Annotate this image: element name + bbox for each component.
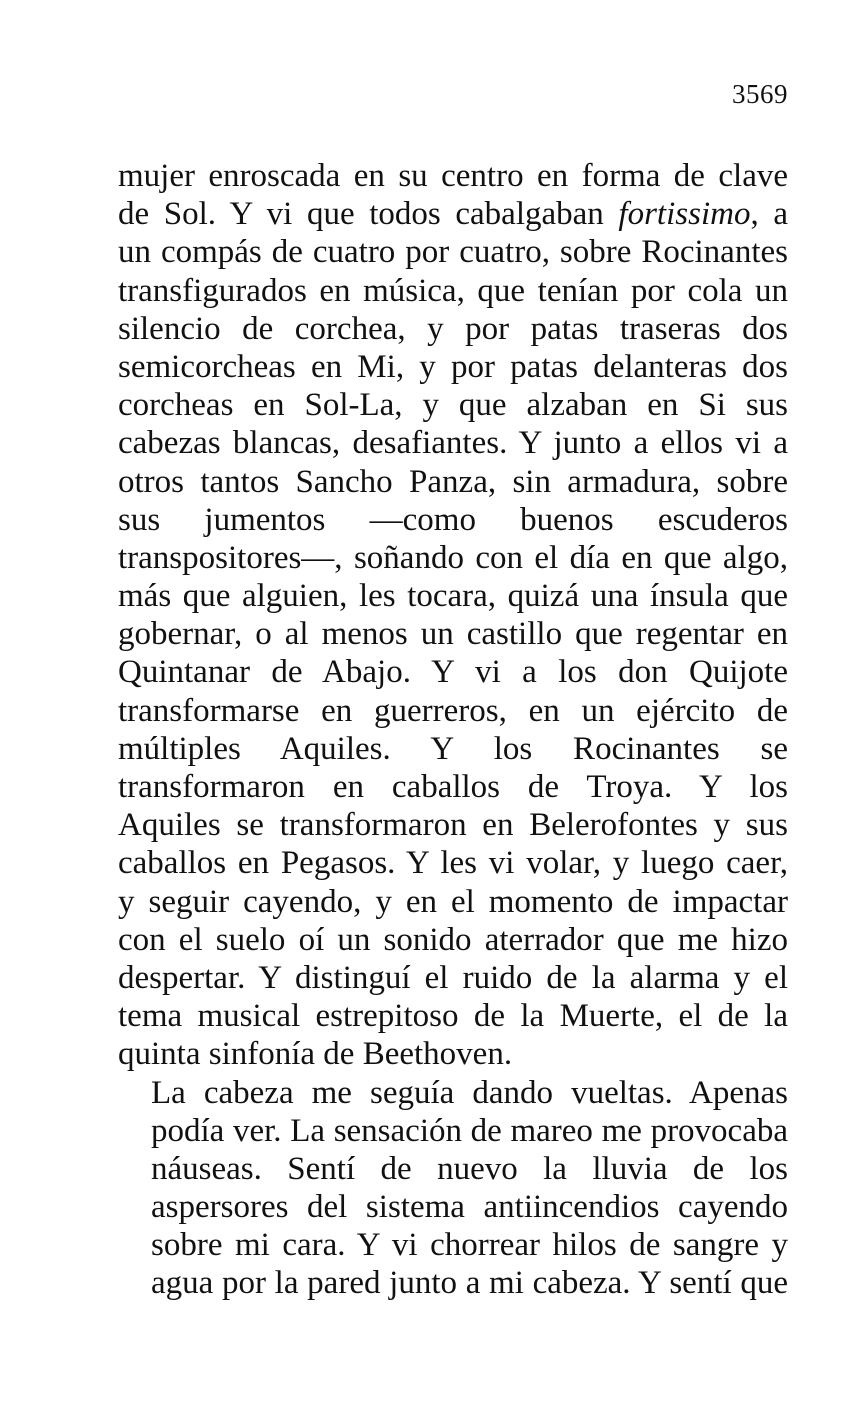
text-line: con el suelo oí un sonido aterrador que me hizo xyxy=(118,921,788,958)
text-line: silencio de corchea, y por patas traseras dos xyxy=(118,310,788,347)
text-run: de Sol. Y vi que todos cabalgaban xyxy=(118,196,619,233)
text-line: más que alguien, les tocara, quizá una ínsula que xyxy=(118,578,788,615)
text-line: transfigurados en música, que tenían por cola un xyxy=(118,272,788,309)
text-line: caballos en Pegasos. Y les vi volar, y luego caer, xyxy=(118,845,788,882)
text-line: náuseas. Sentí de nuevo la lluvia de los xyxy=(151,1150,788,1187)
paragraph-dream xyxy=(118,157,788,1074)
text-line: semicorcheas en Mi, y por patas delanteras dos xyxy=(118,348,788,385)
text-line: y seguir cayendo, y en el momento de impactar xyxy=(118,883,788,920)
paragraph-awakening xyxy=(118,1074,788,1303)
text-line: cabezas blancas, desafiantes. Y junto a ellos vi a xyxy=(118,425,788,462)
text-line: Aquiles se transformaron en Belerofontes y sus xyxy=(118,807,788,844)
text-line: La cabeza me seguía dando vueltas. Apenas xyxy=(151,1074,788,1111)
text-line: mujer enroscada en su centro en forma de clave xyxy=(118,158,788,194)
text-line: sobre mi cara. Y vi chorrear hilos de sangre y xyxy=(151,1227,788,1264)
text-line: transformaron en caballos de Troya. Y los xyxy=(118,769,788,805)
text-line: podía ver. La sensación de mareo me provocaba xyxy=(151,1112,788,1149)
text-line: corcheas en Sol-La, y que alzaban en Si sus xyxy=(118,387,788,424)
text-line: agua por la pared junto a mi cabeza. Y sentí que xyxy=(151,1265,788,1302)
text-line xyxy=(118,195,788,233)
text-line: quinta sinfonía de Beethoven. xyxy=(118,1036,513,1073)
text-line: múltiples Aquiles. Y los Rocinantes se xyxy=(118,730,788,767)
text-line: otros tantos Sancho Panza, sin armadura, sobre xyxy=(118,463,788,500)
text-line: aspersores del sistema antiincendios cayendo xyxy=(151,1189,788,1226)
text-run: , a xyxy=(750,196,788,233)
text-line: tema musical estrepitoso de la Muerte, el de la xyxy=(118,998,788,1035)
text-line: transpositores—, soñando con el día en que algo, xyxy=(118,539,788,576)
text-line: sus jumentos —como buenos escuderos xyxy=(118,501,788,538)
text-line: Quintanar de Abajo. Y vi a los don Quijote xyxy=(118,654,788,691)
page-number: 3569 xyxy=(732,79,788,109)
text-line: despertar. Y distinguí el ruido de la alarma y el xyxy=(118,959,788,996)
text-line: un compás de cuatro por cuatro, sobre Rocinantes xyxy=(118,234,788,271)
italic-term: fortissimo xyxy=(618,196,751,233)
text-line: gobernar, o al menos un castillo que regentar en xyxy=(118,616,788,653)
text-line: transformarse en guerreros, en un ejército de xyxy=(118,692,788,729)
body-text xyxy=(118,157,788,1303)
